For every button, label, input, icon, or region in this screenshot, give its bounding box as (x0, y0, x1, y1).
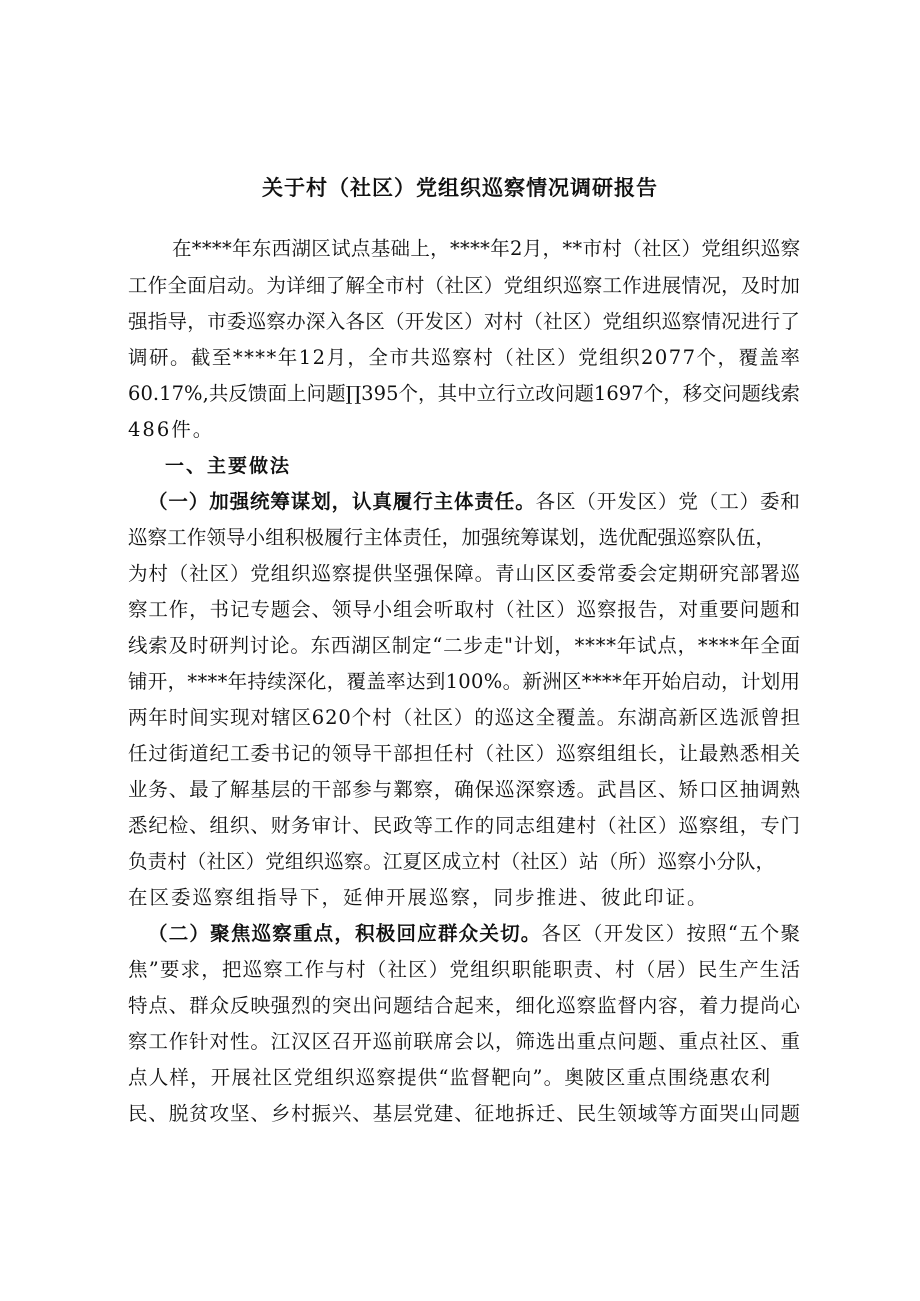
text-line (128, 562, 801, 586)
line-text: 点人样，开展社区党组织巡察提供“监督靶向”。奥陂区重点围绕惠农利 (128, 1066, 772, 1089)
line-text: 民、脱贫攻坚、乡村振兴、基层党建、征地拆迁、民生领域等方面哭山同题 (128, 1102, 801, 1125)
line-text: 各区（开发区）党（工）委和 (535, 490, 801, 513)
text-line (128, 670, 800, 694)
text-line (128, 706, 801, 730)
text-line (128, 634, 801, 658)
section-lead: （一）加强统筹谋划，认真履行主体责任。 (148, 490, 536, 513)
line-text: 特点、群众反映强烈的突出问题结合起来，细化巡察监督内容，着力提尚心 (128, 994, 801, 1017)
text-line (148, 922, 801, 946)
line-text: 一、主要做法 (165, 455, 292, 477)
text-line (128, 1030, 801, 1054)
text-line (128, 958, 801, 982)
text-line (128, 526, 775, 550)
line-text: 为村（社区）党组织巡察提供坚强保障。青山区区委常委会定期研究部署巡 (128, 562, 801, 585)
line-text: 悉纪检、组织、财务审计、民政等工作的同志组建村（社区）巡察组，专门 (128, 814, 801, 837)
text-line (128, 778, 801, 802)
text-line (128, 850, 775, 874)
line-text: 焦”要求，把巡察工作与村（社区）党组织职能职责、村（居）民生产生活 (128, 958, 802, 981)
line-text: 在****年东西湖区试点基础上，****年2月，**市村（社区）党组织巡察 (172, 237, 801, 260)
report-title: 关于村（社区）党组织巡察情况调研报告 (262, 176, 658, 200)
text-line (128, 598, 801, 622)
line-text: 负责村（社区）党组织巡察。江夏区成立村（社区）站（所）巡察小分队， (128, 850, 776, 873)
line-text: 察工作，书记专题会、领导小组会听取村（社区）巡察报告，对重要问题和 (128, 598, 801, 621)
line-text: 工作全面启动。为详细了解全市村（社区）党组织巡察工作进展情况，及时加 (128, 274, 801, 297)
line-text: 486件。 (128, 418, 215, 441)
line-text: 任过街道纪工委书记的领导干部担任村（社区）巡察组组长，让最熟悉相关 (128, 742, 801, 765)
line-text: 察工作针对性。江汉区召开巡前联席会以，筛选出重点问题、重点社区、重 (128, 1030, 801, 1053)
line-text: 巡察工作领导小组积极履行主体责任，加强统筹谋划，选优配强巡察队伍， (128, 526, 776, 549)
text-line (128, 994, 801, 1018)
text-line (128, 274, 800, 298)
text-line (128, 814, 801, 838)
text-line (128, 382, 800, 406)
text-line (128, 1066, 771, 1090)
line-text: 线索及时研判讨论。东西湖区制定“二步走"计划，****年试点，****年全面 (128, 634, 801, 657)
line-text: 业务、最了解基层的干部参与鄴察，确保巡深察透。武昌区、矫口区抽调熟 (128, 778, 801, 801)
text-line (128, 418, 214, 442)
text-line (128, 346, 801, 370)
text-line (148, 490, 801, 514)
line-text: 两年时间实现对辖区620个村（社区）的巡这全覆盖。东湖高新区选派曾担 (128, 706, 801, 729)
line-text: 调研。截至****年12月，全市共巡察村（社区）党组织2077个，覆盖率 (128, 346, 802, 369)
line-text: 强指导，市委巡察办深入各区（开发区）对村（社区）党组织巡察情况进行了 (128, 310, 801, 333)
text-line (128, 742, 801, 766)
text-line (128, 1102, 801, 1126)
line-text: 铺开，****年持续深化，覆盖率达到100%。新洲区****年开始启动，计划用 (128, 670, 801, 693)
text-line (128, 886, 709, 910)
line-text: 各区（开发区）按照“五个聚 (541, 922, 802, 945)
text-line (165, 454, 291, 478)
section-lead: （二）聚焦巡察重点，积极回应群众关切。 (148, 922, 542, 945)
line-text: 在区委巡察组指导下，延伸开展巡察，同步推进、彼此印证。 (128, 886, 709, 909)
line-text: 60.17%,共反馈面上问题∏395个，其中立行立改问题1697个，移交问题线索 (128, 382, 801, 405)
text-line (172, 237, 800, 261)
text-line (128, 310, 800, 334)
